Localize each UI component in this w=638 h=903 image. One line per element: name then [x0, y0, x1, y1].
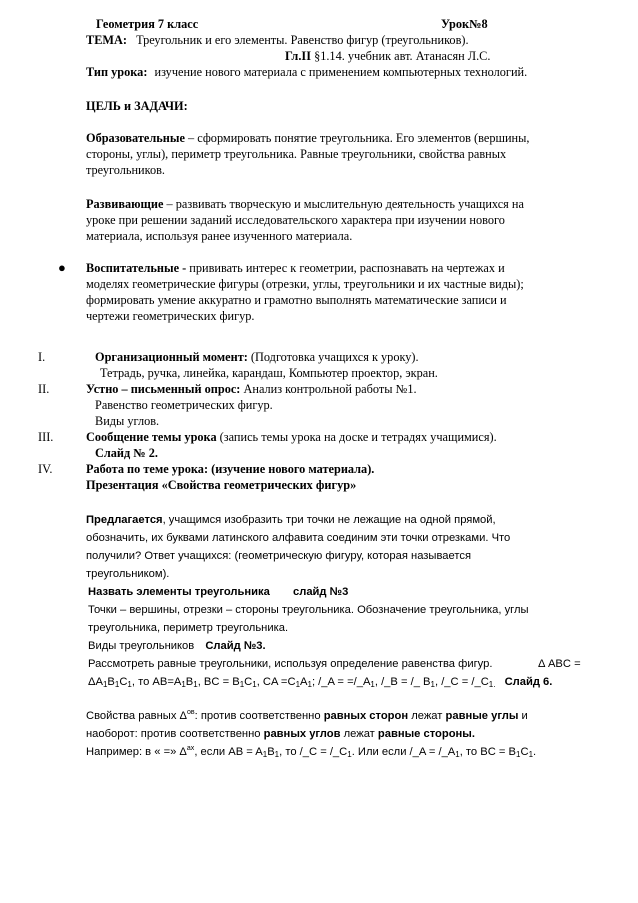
lesson-number: Урок№8 [441, 17, 488, 31]
upb-line-3: формировать умение аккуратно и грамотно выполнять математические записи и [86, 293, 507, 307]
upb-line-2: моделях геометрические фигуры (отрезки, углы, треугольники и их частные виды); [86, 277, 524, 291]
plan-ii-line [86, 381, 417, 397]
upb-line-1 [86, 260, 505, 276]
theme-text: Треугольник и его элементы. Равенство фигур (треугольников). [136, 33, 469, 47]
equal-abc: Δ ABC = [538, 658, 581, 670]
plan-iii-line [86, 429, 497, 445]
kinds-text: Виды треугольников [88, 640, 195, 652]
edu-label: Образовательные [86, 131, 185, 145]
equal-line-2: $\Delta A_1B_1C_1$, то $AB=A_1B_1$, BC = $B_1C_1$, CA $=C_1A_1$; /_A = $=/\_A_1$, /_B = /_ $B_1$, /_C = $/\_C_{1.}$ Слайд 6. [88, 676, 553, 689]
dev-label: Развивающие [86, 197, 164, 211]
plan-i-label: Организационный момент: [95, 350, 248, 364]
plan-num-i: I. [38, 350, 46, 364]
plan-iv-label: Работа по теме урока: [86, 462, 209, 476]
theme-label: ТЕМА: [86, 33, 127, 47]
equal-line-1: Рассмотреть равные треугольники, используя определение равенства фигур. [88, 658, 493, 670]
plan-iii-text: (запись темы урока на доске и тетрадях учащимися). [216, 430, 497, 444]
plan-num-iii: III. [38, 430, 54, 444]
lesson-type-line [86, 64, 527, 80]
p1-line-2: обозначить, их буквами латинского алфавита соединим эти точки отрезками. Что [86, 532, 511, 544]
name-elements-text: Назвать элементы треугольника [88, 586, 270, 598]
points-line-1: Точки – вершины, отрезки – стороны треугольника. Обозначение треугольника, углы [88, 604, 529, 616]
plan-ii-label: Устно – письменный опрос: [86, 382, 241, 396]
edu-line-1 [86, 130, 529, 146]
theme-line [86, 32, 469, 48]
plan-iii-slide: Слайд № 2. [95, 446, 158, 460]
name-elements-line [88, 584, 348, 600]
props-line-2: наоборот: против соответственно равных углов лежат равные стороны. [86, 728, 475, 740]
kinds-slide: Слайд №3. [205, 640, 266, 652]
plan-iv-text: (изучение нового материала). [208, 462, 375, 476]
props-line-1: Свойства равных $\Delta^{ов}$: против соответственно равных сторон лежат равные углы и [86, 709, 528, 722]
kinds-line [88, 638, 266, 654]
lesson-type-label: Тип урока: [86, 65, 148, 79]
equal-slide: Слайд 6. [504, 676, 553, 688]
points-line-2: треугольника, периметр треугольника. [88, 622, 289, 634]
edu-text-1: – сформировать понятие треугольника. Его элементов (вершины, [184, 131, 530, 145]
p1-line-3: получили? Ответ учащихся: (геометрическую фигуру, которая называется [86, 550, 471, 562]
example-line: Например: в « =» $\Delta^{ах}$, если AB = $A_1B_1$, то /_C = $/\_C_1$. Или если /_A = $/\_A_1$, то BC = $B_1C_1$. [86, 745, 537, 759]
p1-line-4: треугольником). [86, 568, 170, 580]
dev-text-1: – развивать творческую и мыслительную деятельность учащихся на [163, 197, 524, 211]
bullet-icon: ● [58, 260, 66, 275]
dev-line-2: уроке при решении заданий исследовательского характера при изучении нового [86, 213, 505, 227]
p1-line-1 [86, 512, 496, 528]
p1-text-1: , учащимся изобразить три точки не лежащие на одной прямой, [162, 514, 496, 526]
p1-label: Предлагается [86, 514, 163, 526]
chapter-line [285, 48, 490, 64]
plan-num-iv: IV. [38, 462, 53, 476]
upb-text-1: прививать интерес к геометрии, распознавать на чертежах и [186, 261, 505, 275]
edu-line-2: стороны, углы), периметр треугольника. Равные треугольники, свойства равных [86, 147, 507, 161]
plan-i-sub: Тетрадь, ручка, линейка, карандаш, Компьютер проектор, экран. [100, 366, 438, 380]
goals-title: ЦЕЛЬ и ЗАДАЧИ: [86, 99, 188, 113]
dev-line-1 [86, 196, 524, 212]
plan-num-ii: II. [38, 382, 50, 396]
chapter-label: Гл.II [285, 49, 311, 63]
plan-iv-presentation: Презентация «Свойства геометрических фигур» [86, 478, 357, 492]
upb-line-4: чертежи геометрических фигур. [86, 309, 255, 323]
plan-ii-sub-1: Равенство геометрических фигур. [95, 398, 273, 412]
plan-ii-sub-2: Виды углов. [95, 414, 160, 428]
dev-line-3: материала, используя ранее изученного материала. [86, 229, 353, 243]
plan-iv-line [86, 461, 374, 477]
chapter-ref: §1.14. учебник авт. Атанасян Л.С. [314, 49, 491, 63]
plan-ii-text: Анализ контрольной работы №1. [240, 382, 417, 396]
lesson-type-text: изучение нового материала с применением компьютерных технологий. [154, 65, 528, 79]
upb-label: Воспитательные - [86, 261, 187, 275]
plan-i-text: (Подготовка учащихся к уроку). [247, 350, 419, 364]
edu-line-3: треугольников. [86, 163, 165, 177]
subject-title: Геометрия 7 класс [96, 17, 199, 31]
name-elements-slide: слайд №3 [292, 586, 349, 598]
plan-iii-label: Сообщение темы урока [86, 430, 217, 444]
plan-i-line [95, 349, 419, 365]
